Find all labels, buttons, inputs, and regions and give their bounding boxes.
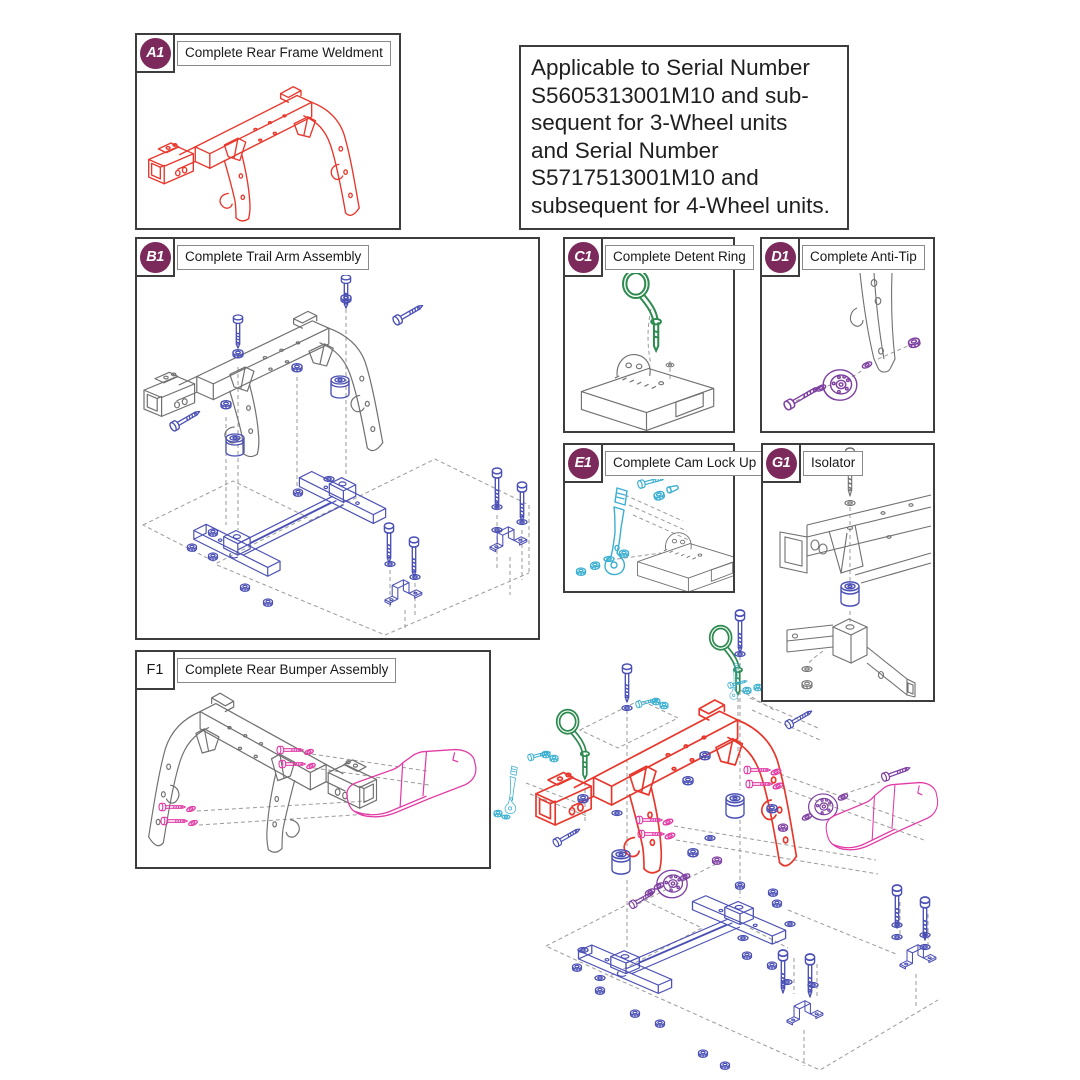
anti-tip-wheel-parts — [783, 337, 921, 411]
item-badge: D1 — [765, 242, 796, 273]
panel-label: Complete Anti-Tip — [802, 245, 925, 270]
cam-lock-parts — [577, 479, 679, 575]
trail-arm-fasteners — [169, 275, 527, 606]
badge-box — [563, 443, 603, 483]
panel-label: Complete Trail Arm Assembly — [177, 245, 369, 270]
panel-detent-ring — [563, 237, 746, 433]
panel-rear-frame-weldment — [135, 33, 401, 230]
serial-number-note — [519, 45, 849, 230]
badge-box — [135, 237, 175, 277]
panel-trail-arm-assembly — [135, 237, 540, 640]
note-line: subsequent for 4-Wheel units. — [531, 192, 830, 218]
item-badge: C1 — [568, 242, 599, 273]
panel-rear-bumper-assembly — [135, 650, 491, 869]
detent-ring-parts — [557, 626, 742, 779]
item-badge: A1 — [140, 38, 171, 69]
rear-frame-weldment-drawing — [137, 73, 399, 228]
cam-lock-drawing — [565, 479, 733, 591]
panel-anti-tip — [760, 237, 935, 433]
rear-bumper-drawing — [137, 686, 489, 867]
note-line: Applicable to Serial Number — [531, 55, 810, 80]
isolator-bushing — [841, 582, 859, 606]
panel-label: Isolator — [803, 451, 863, 476]
panel-label: Complete Detent Ring — [605, 245, 754, 270]
panel-label: Complete Rear Frame Weldment — [177, 41, 391, 66]
panel-label: Complete Cam Lock Up — [605, 451, 764, 476]
isolator-hardware — [802, 501, 855, 689]
isolator-drawing — [763, 445, 933, 700]
badge-box — [760, 237, 800, 277]
badge-box — [135, 33, 175, 73]
detent-ring-drawing — [565, 273, 733, 431]
badge-box — [761, 443, 801, 483]
badge-box — [135, 650, 175, 690]
trail-arm-assembly-drawing — [137, 275, 538, 638]
item-badge: F1 — [146, 662, 164, 678]
badge-box — [563, 237, 603, 277]
note-line: and Serial Number — [531, 137, 719, 163]
panel-isolator — [761, 443, 935, 702]
note-line: S5605313001M10 and sub- — [531, 82, 809, 108]
frame-sections — [780, 495, 931, 697]
item-badge: B1 — [140, 242, 171, 273]
note-line: sequent for 3-Wheel units — [531, 110, 788, 135]
item-badge: G1 — [766, 448, 797, 479]
frame-arm — [850, 273, 895, 372]
item-badge: E1 — [568, 448, 599, 479]
note-line: S5717513001M10 and — [531, 165, 759, 190]
anti-tip-drawing — [762, 273, 933, 431]
panel-label: Complete Rear Bumper Assembly — [177, 658, 396, 683]
panel-cam-lock-up — [563, 443, 757, 593]
